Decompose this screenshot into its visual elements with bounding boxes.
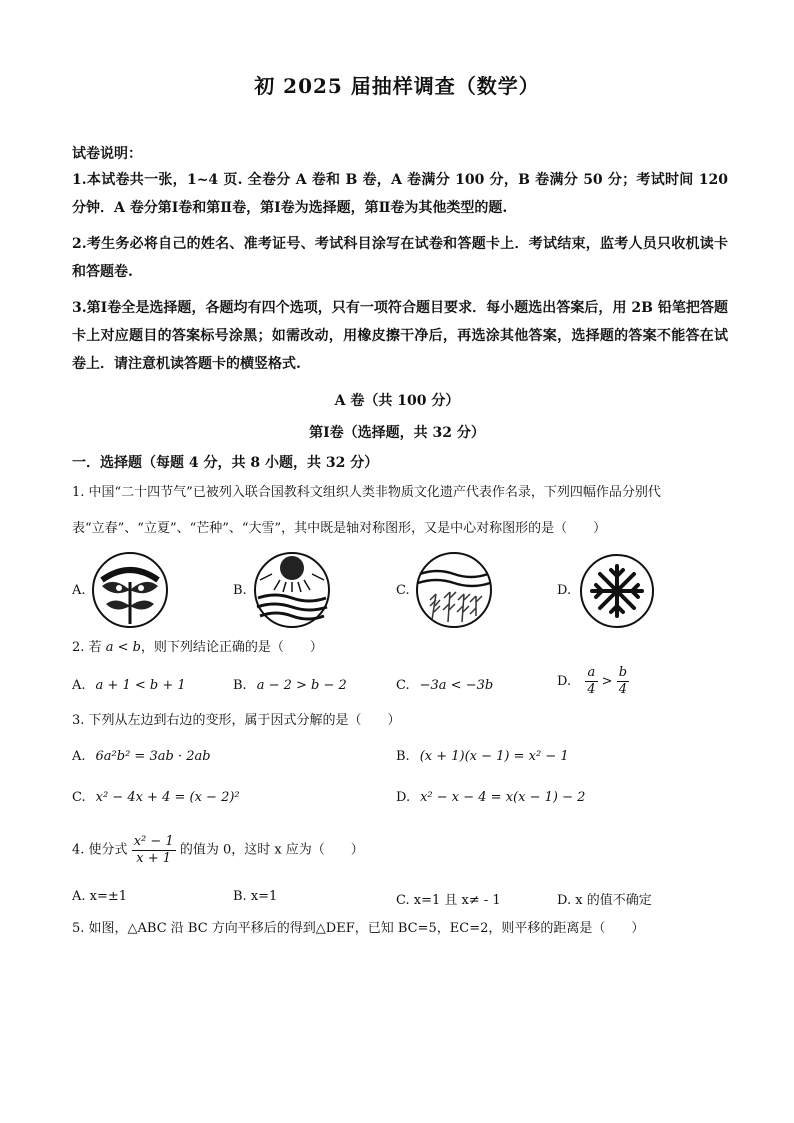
- notice-item-3: 3.第Ⅰ卷全是选择题，各题均有四个选项，只有一项符合题目要求．每小题选出答案后，用 2B 铅笔把答题卡上对应题目的答案标号涂黑；如需改动，用橡皮擦干净后，再选涂其他答案，选择题的答案不能答在试卷上．请注意机读答题卡的横竖格式.: [72, 300, 728, 372]
- notice-item-2: 2.考生务必将自己的姓名、准考证号、考试科目涂写在试卷和答题卡上．考试结束，监考人员只收机读卡和答题卷.: [72, 236, 728, 280]
- q1-option-b-label: B.: [233, 583, 247, 598]
- q3-option-a: A. 6a²b² = 3ab · 2ab: [72, 749, 211, 764]
- page-title: 初 2025 届抽样调查（数学）: [254, 74, 540, 98]
- notice-label: 试卷说明：: [72, 146, 142, 162]
- spring-sprout-icon: [90, 550, 170, 630]
- q2-option-d: D. $\frac{a}{4}$ > $\frac{b}{4}$: [557, 665, 628, 697]
- part-1-heading: 第Ⅰ卷（选择题，共 32 分）: [309, 425, 485, 441]
- question-5-stem: 5. 如图，△ABC 沿 BC 方向平移后的得到△DEF，已知 BC=5，EC=2，则平移的距离是（ ）: [72, 921, 645, 936]
- volume-a-heading: A 卷（共 100 分）: [334, 393, 460, 409]
- q4-option-d: D. x 的值不确定: [557, 893, 652, 908]
- question-1-line1: 1. 中国“二十四节气”已被列入联合国教科文组织人类非物质文化遗产代表作名录，下列四幅作品分别代: [72, 485, 661, 500]
- q4-option-b: B. x=1: [233, 889, 278, 904]
- q1-option-a-label: A.: [72, 583, 86, 598]
- q1-option-c-label: C.: [396, 583, 410, 598]
- q2-option-b: B. a − 2 > b − 2: [233, 678, 347, 693]
- q4-option-a: A. x=±1: [72, 889, 128, 904]
- q3-option-b: B. (x + 1)(x − 1) = x² − 1: [396, 749, 569, 764]
- question-3-stem: 3. 下列从左边到右边的变形，属于因式分解的是（ ）: [72, 713, 401, 728]
- q3-option-d: D. x² − x − 4 = x(x − 1) − 2: [396, 790, 586, 805]
- q3-option-c: C. x² − 4x + 4 = (x − 2)²: [72, 790, 240, 805]
- q1-option-d-label: D.: [557, 583, 572, 598]
- q2-option-c: C. −3a < −3b: [396, 678, 494, 693]
- question-1-line2: 表“立春”、“立夏”、“芒种”、“大雪”，其中既是轴对称图形，又是中心对称图形的是（ ）: [72, 521, 607, 536]
- notice-item-1: 1.本试卷共一张，1~4 页. 全卷分 A 卷和 B 卷，A 卷满分 100 分，B 卷满分 50 分；考试时间 120 分钟．A 卷分第Ⅰ卷和第Ⅱ卷，第Ⅰ卷为选择题，第Ⅱ卷为其他类型的题.: [72, 172, 728, 216]
- grain-wheat-icon: [414, 550, 494, 630]
- summer-sun-icon: [252, 550, 332, 630]
- question-4-stem: 4. 使分式 $\frac{\text{x² − 1}}{x + 1}$ 的值为 0，这时 x 应为（ ）: [72, 834, 364, 866]
- q2-option-a: A. a + 1 < b + 1: [72, 678, 186, 693]
- snowflake-icon: [578, 552, 656, 630]
- section-1-heading: 一．选择题（每题 4 分，共 8 小题，共 32 分）: [72, 455, 379, 471]
- question-2-stem: 2. 若 a < b，则下列结论正确的是（ ）: [72, 640, 323, 655]
- q4-option-c: C. x=1 且 x≠ - 1: [396, 893, 501, 908]
